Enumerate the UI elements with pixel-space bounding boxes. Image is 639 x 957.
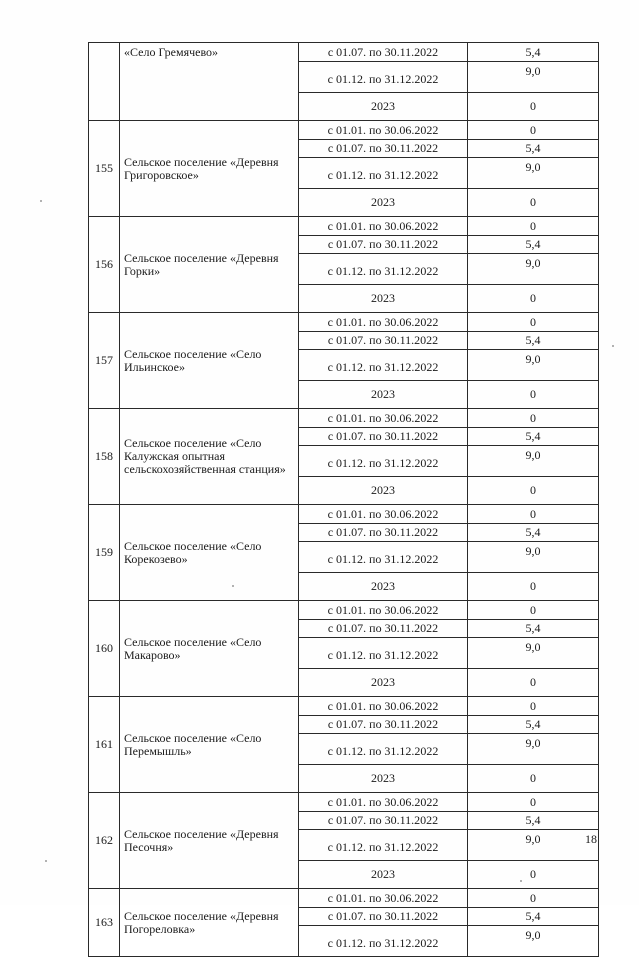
period-cell: с 01.07. по 30.11.2022	[299, 428, 468, 446]
value-cell: 0	[468, 765, 599, 793]
tariff-table-body	[89, 43, 599, 957]
value-cell: 0	[468, 121, 599, 140]
period-cell: с 01.12. по 31.12.2022	[299, 254, 468, 285]
value-cell: 0	[468, 409, 599, 428]
period-cell: с 01.01. по 30.06.2022	[299, 409, 468, 428]
row-number-cell: 160	[89, 601, 120, 697]
value-cell: 0	[468, 189, 599, 217]
value-cell: 5,4	[468, 140, 599, 158]
row-number-cell	[89, 43, 120, 121]
period-cell: с 01.01. по 30.06.2022	[299, 217, 468, 236]
value-cell: 9,0	[468, 446, 599, 477]
period-cell: с 01.12. по 31.12.2022	[299, 830, 468, 861]
settlement-name: Сельское поселение «Деревня Григоровское»	[120, 121, 299, 217]
row-number-cell: 156	[89, 217, 120, 313]
settlement-name: Сельское поселение «Село Калужская опытная сельскохозяйственная станция»	[120, 409, 299, 505]
period-cell: 2023	[299, 765, 468, 793]
table-row	[89, 409, 599, 428]
row-number-cell: 161	[89, 697, 120, 793]
period-cell: с 01.07. по 30.11.2022	[299, 908, 468, 926]
value-cell: 9,0	[468, 254, 599, 285]
value-cell: 0	[468, 477, 599, 505]
value-cell: 5,4	[468, 43, 599, 62]
page-number: 18	[585, 832, 597, 846]
value-cell: 5,4	[468, 716, 599, 734]
value-cell: 0	[468, 669, 599, 697]
period-cell: с 01.12. по 31.12.2022	[299, 734, 468, 765]
row-number-cell: 162	[89, 793, 120, 889]
period-cell: 2023	[299, 93, 468, 121]
value-cell: 0	[468, 889, 599, 908]
settlement-name: Сельское поселение «Село Ильинское»	[120, 313, 299, 409]
period-cell: с 01.07. по 30.11.2022	[299, 236, 468, 254]
table-row	[89, 601, 599, 620]
value-cell: 0	[468, 381, 599, 409]
value-cell: 0	[468, 93, 599, 121]
period-cell: 2023	[299, 381, 468, 409]
value-cell: 0	[468, 313, 599, 332]
table-row	[89, 697, 599, 716]
scan-speck	[40, 200, 42, 202]
period-cell: с 01.01. по 30.06.2022	[299, 793, 468, 812]
value-cell: 5,4	[468, 524, 599, 542]
value-cell: 9,0	[468, 734, 599, 765]
value-cell: 9,0	[468, 350, 599, 381]
value-cell: 0	[468, 697, 599, 716]
period-cell: с 01.07. по 30.11.2022	[299, 43, 468, 62]
value-cell: 9,0	[468, 830, 599, 861]
value-cell: 5,4	[468, 428, 599, 446]
scan-speck	[232, 585, 234, 587]
value-cell: 0	[468, 601, 599, 620]
table-row	[89, 313, 599, 332]
table-row	[89, 121, 599, 140]
period-cell: 2023	[299, 573, 468, 601]
value-cell: 5,4	[468, 620, 599, 638]
period-cell: с 01.01. по 30.06.2022	[299, 313, 468, 332]
period-cell: с 01.07. по 30.11.2022	[299, 140, 468, 158]
table-row	[89, 43, 599, 62]
row-number-cell: 159	[89, 505, 120, 601]
table-row	[89, 505, 599, 524]
settlement-name: «Село Гремячево»	[120, 43, 299, 121]
period-cell: с 01.01. по 30.06.2022	[299, 121, 468, 140]
scan-speck	[612, 345, 614, 347]
table-row	[89, 793, 599, 812]
period-cell: с 01.07. по 30.11.2022	[299, 812, 468, 830]
period-cell: с 01.12. по 31.12.2022	[299, 350, 468, 381]
value-cell: 5,4	[468, 812, 599, 830]
value-cell: 0	[468, 285, 599, 313]
period-cell: с 01.07. по 30.11.2022	[299, 332, 468, 350]
value-cell: 0	[468, 573, 599, 601]
period-cell: с 01.12. по 31.12.2022	[299, 446, 468, 477]
settlement-name: Сельское поселение «Деревня Горки»	[120, 217, 299, 313]
period-cell: с 01.07. по 30.11.2022	[299, 620, 468, 638]
period-cell: 2023	[299, 669, 468, 697]
settlement-name: Сельское поселение «Село Корекозево»	[120, 505, 299, 601]
period-cell: с 01.12. по 31.12.2022	[299, 926, 468, 957]
value-cell: 9,0	[468, 158, 599, 189]
period-cell: с 01.12. по 31.12.2022	[299, 158, 468, 189]
settlement-name: Сельское поселение «Деревня Погореловка»	[120, 889, 299, 957]
value-cell: 5,4	[468, 332, 599, 350]
value-cell: 9,0	[468, 638, 599, 669]
period-cell: с 01.07. по 30.11.2022	[299, 524, 468, 542]
value-cell: 0	[468, 861, 599, 889]
value-cell: 9,0	[468, 542, 599, 573]
period-cell: 2023	[299, 189, 468, 217]
value-cell: 9,0	[468, 62, 599, 93]
value-cell: 9,0	[468, 926, 599, 957]
value-cell: 5,4	[468, 236, 599, 254]
period-cell: 2023	[299, 285, 468, 313]
period-cell: с 01.01. по 30.06.2022	[299, 505, 468, 524]
period-cell: 2023	[299, 477, 468, 505]
settlement-name: Сельское поселение «Деревня Песочня»	[120, 793, 299, 889]
scan-speck	[45, 860, 47, 862]
value-cell: 0	[468, 505, 599, 524]
period-cell: 2023	[299, 861, 468, 889]
row-number-cell: 157	[89, 313, 120, 409]
row-number-cell: 155	[89, 121, 120, 217]
period-cell: с 01.01. по 30.06.2022	[299, 601, 468, 620]
period-cell: с 01.12. по 31.12.2022	[299, 62, 468, 93]
period-cell: с 01.01. по 30.06.2022	[299, 889, 468, 908]
value-cell: 0	[468, 793, 599, 812]
value-cell: 5,4	[468, 908, 599, 926]
settlement-name: Сельское поселение «Село Перемышль»	[120, 697, 299, 793]
value-cell: 0	[468, 217, 599, 236]
period-cell: с 01.07. по 30.11.2022	[299, 716, 468, 734]
row-number-cell: 163	[89, 889, 120, 957]
period-cell: с 01.12. по 31.12.2022	[299, 638, 468, 669]
row-number-cell: 158	[89, 409, 120, 505]
table-row	[89, 217, 599, 236]
period-cell: с 01.12. по 31.12.2022	[299, 542, 468, 573]
scan-speck	[520, 880, 522, 882]
tariff-table	[88, 42, 599, 957]
settlement-name: Сельское поселение «Село Макарово»	[120, 601, 299, 697]
period-cell: с 01.01. по 30.06.2022	[299, 697, 468, 716]
